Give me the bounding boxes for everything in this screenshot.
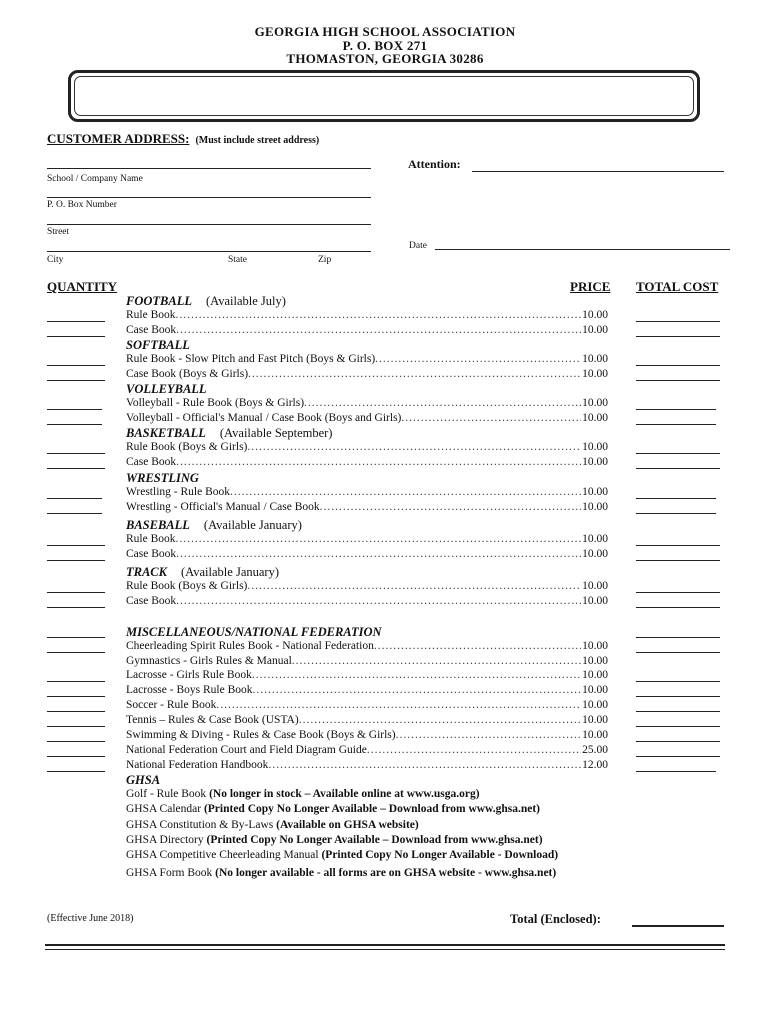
- section-track-avail: (Available January): [181, 565, 279, 579]
- section-football-name: FOOTBALL: [126, 294, 192, 308]
- school-name-label: School / Company Name: [47, 174, 143, 184]
- total-field[interactable]: [632, 925, 724, 927]
- quantity-field[interactable]: [47, 560, 105, 561]
- total-cost-field[interactable]: [636, 637, 720, 638]
- bottom-rule-thin: [45, 949, 725, 950]
- item-row: [126, 548, 608, 560]
- ghsa-item-note: (No longer in stock – Available online at www.usga.org): [209, 788, 480, 800]
- quantity-field[interactable]: [47, 365, 105, 366]
- total-cost-field[interactable]: [636, 468, 720, 469]
- item-label: Lacrosse - Girls Rule Book: [126, 669, 252, 681]
- quantity-field[interactable]: [47, 607, 105, 608]
- quantity-field[interactable]: [47, 592, 105, 593]
- total-cost-field[interactable]: [636, 498, 716, 499]
- quantity-field[interactable]: [47, 637, 105, 638]
- section-track-name: TRACK: [126, 565, 167, 579]
- item-row: [126, 655, 608, 667]
- item-price: 10.00: [582, 309, 608, 321]
- section-volleyball-name: VOLLEYBALL: [126, 382, 207, 396]
- item-price: 10.00: [582, 324, 608, 336]
- quantity-field[interactable]: [47, 380, 105, 381]
- date-field[interactable]: [435, 249, 730, 250]
- item-price: 10.00: [582, 353, 608, 365]
- attention-label: Attention:: [408, 157, 461, 171]
- ghsa-item: [126, 849, 558, 861]
- total-cost-field[interactable]: [636, 380, 720, 381]
- item-row: [126, 714, 608, 726]
- item-price: 10.00: [582, 729, 608, 741]
- city-state-zip-field[interactable]: [47, 251, 371, 252]
- street-label: Street: [47, 227, 70, 237]
- section-basketball: [126, 426, 332, 441]
- item-label: Wrestling - Official's Manual / Case Book: [126, 501, 320, 513]
- quantity-field[interactable]: [47, 726, 105, 727]
- item-row: [126, 595, 608, 607]
- pobox-field[interactable]: [47, 197, 371, 198]
- ghsa-item: [126, 788, 480, 800]
- total-cost-field[interactable]: [636, 545, 720, 546]
- item-row: [126, 324, 608, 336]
- item-label: Volleyball - Official's Manual / Case Book (Boys and Girls): [126, 412, 402, 424]
- item-row: [126, 744, 608, 756]
- address-box[interactable]: [74, 76, 694, 116]
- quantity-field[interactable]: [47, 652, 105, 653]
- total-cost-header: TOTAL COST: [636, 279, 719, 294]
- total-cost-field[interactable]: [636, 741, 720, 742]
- ghsa-item: [126, 819, 419, 831]
- quantity-field[interactable]: [47, 756, 105, 757]
- total-cost-field[interactable]: [636, 336, 720, 337]
- item-price: 10.00: [582, 441, 608, 453]
- item-price: 10.00: [582, 456, 608, 468]
- ghsa-item-label: Golf - Rule Book: [126, 788, 210, 800]
- item-row: [126, 759, 608, 771]
- total-cost-field[interactable]: [636, 681, 720, 682]
- quantity-field[interactable]: [47, 513, 102, 514]
- ghsa-item-label: GHSA Competitive Cheerleading Manual: [126, 849, 322, 861]
- ghsa-item: [126, 867, 556, 879]
- section-basketball-name: BASKETBALL: [126, 426, 206, 440]
- ghsa-item-label: GHSA Calendar: [126, 803, 204, 815]
- item-row: [126, 309, 608, 321]
- item-row: [126, 580, 608, 592]
- quantity-field[interactable]: [47, 424, 102, 425]
- date-label: Date: [409, 241, 427, 251]
- total-cost-field[interactable]: [636, 365, 720, 366]
- item-price: 10.00: [582, 412, 608, 424]
- item-row: [126, 353, 608, 365]
- quantity-field[interactable]: [47, 741, 105, 742]
- item-price: 10.00: [582, 368, 608, 380]
- section-baseball-name: BASEBALL: [126, 518, 190, 532]
- item-row: [126, 699, 608, 711]
- customer-address-heading: [47, 131, 319, 147]
- total-cost-field[interactable]: [636, 409, 716, 410]
- section-softball-name: SOFTBALL: [126, 338, 190, 352]
- item-row: [126, 486, 608, 498]
- item-label: Volleyball - Rule Book (Boys & Girls): [126, 397, 305, 409]
- item-price: 10.00: [582, 501, 608, 513]
- ghsa-item: [126, 803, 540, 815]
- item-price: 10.00: [582, 580, 608, 592]
- item-label: Rule Book (Boys & Girls): [126, 580, 248, 592]
- item-label: Swimming & Diving - Rules & Case Book (Boys & Girls): [126, 729, 396, 741]
- section-volleyball: [126, 382, 207, 397]
- item-row: [126, 412, 608, 424]
- ghsa-item-note: (Printed Copy No Longer Available - Download): [321, 849, 559, 861]
- ghsa-item-label: GHSA Form Book: [126, 867, 216, 879]
- attention-field[interactable]: [472, 171, 724, 172]
- item-row: [126, 669, 608, 681]
- quantity-field[interactable]: [47, 545, 105, 546]
- item-price: 25.00: [582, 744, 608, 756]
- section-misc: [126, 625, 382, 640]
- item-price: 10.00: [582, 655, 608, 667]
- item-row: [126, 729, 608, 741]
- item-row: [126, 368, 608, 380]
- ghsa-item: [126, 834, 543, 846]
- total-cost-field[interactable]: [636, 607, 720, 608]
- section-softball: [126, 338, 190, 353]
- section-basketball-avail: (Available September): [219, 426, 333, 440]
- item-label: Case Book (Boys & Girls): [126, 368, 249, 380]
- item-label: Wrestling - Rule Book: [126, 486, 230, 498]
- total-cost-field[interactable]: [636, 711, 720, 712]
- item-price: 10.00: [582, 548, 608, 560]
- org-city: THOMASTON, GEORGIA 30286: [286, 51, 484, 66]
- section-wrestling: [126, 471, 199, 486]
- item-label: Soccer - Rule Book: [126, 699, 217, 711]
- section-track: [126, 565, 279, 580]
- item-row: [126, 397, 608, 409]
- total-cost-field[interactable]: [636, 592, 720, 593]
- total-cost-field[interactable]: [636, 726, 720, 727]
- bottom-rule: [45, 944, 725, 946]
- item-label: Tennis – Rules & Case Book (USTA): [126, 714, 299, 726]
- item-price: 10.00: [582, 486, 608, 498]
- quantity-field[interactable]: [47, 771, 105, 772]
- item-row: [126, 501, 608, 513]
- total-cost-field[interactable]: [636, 321, 720, 322]
- item-row: [126, 441, 608, 453]
- item-label: Rule Book: [126, 309, 176, 321]
- item-row: [126, 533, 608, 545]
- item-label: Case Book: [126, 324, 177, 336]
- item-price: 10.00: [582, 669, 608, 681]
- item-label: Rule Book - Slow Pitch and Fast Pitch (Boys & Girls): [126, 353, 376, 365]
- ghsa-item-note: (Printed Copy No Longer Available – Download from www.ghsa.net): [203, 803, 541, 815]
- customer-address-note: (Must include street address): [195, 135, 320, 146]
- item-label: Rule Book: [126, 533, 176, 545]
- item-label: National Federation Handbook: [126, 759, 269, 771]
- total-cost-field[interactable]: [636, 424, 716, 425]
- section-ghsa-name: GHSA: [126, 773, 161, 787]
- section-football: [126, 294, 286, 309]
- section-ghsa: [126, 773, 160, 788]
- state-label: State: [228, 255, 247, 265]
- item-label: Case Book: [126, 595, 177, 607]
- total-cost-field[interactable]: [636, 652, 720, 653]
- quantity-field[interactable]: [47, 453, 105, 454]
- quantity-field[interactable]: [47, 468, 105, 469]
- city-label: City: [47, 255, 64, 265]
- item-row: [126, 640, 608, 652]
- street-field[interactable]: [47, 224, 371, 225]
- item-label: National Federation Court and Field Diagram Guide: [126, 744, 367, 756]
- total-cost-field[interactable]: [636, 756, 720, 757]
- org-pobox: P. O. BOX 271: [342, 38, 428, 53]
- total-cost-field[interactable]: [636, 453, 720, 454]
- total-cost-field[interactable]: [636, 560, 720, 561]
- ghsa-item-label: GHSA Directory: [126, 834, 207, 846]
- total-cost-field[interactable]: [636, 696, 720, 697]
- quantity-field[interactable]: [47, 409, 102, 410]
- zip-label: Zip: [318, 255, 332, 265]
- item-price: 10.00: [582, 684, 608, 696]
- item-label: Gymnastics - Girls Rules & Manual: [126, 655, 292, 667]
- item-label: Cheerleading Spirit Rules Book - National Federation: [126, 640, 374, 652]
- item-price: 12.00: [582, 759, 608, 771]
- school-name-field[interactable]: [47, 168, 371, 169]
- item-label: Lacrosse - Boys Rule Book: [126, 684, 253, 696]
- ghsa-item-note: (No longer available - all forms are on GHSA website - www.ghsa.net): [215, 867, 557, 879]
- item-row: [126, 456, 608, 468]
- org-name: GEORGIA HIGH SCHOOL ASSOCIATION: [254, 24, 516, 39]
- item-price: 10.00: [582, 397, 608, 409]
- section-baseball: [126, 518, 302, 533]
- total-cost-field[interactable]: [636, 771, 716, 772]
- total-label: Total (Enclosed):: [510, 912, 601, 926]
- item-row: [126, 684, 608, 696]
- quantity-field[interactable]: [47, 498, 102, 499]
- quantity-field[interactable]: [47, 711, 105, 712]
- quantity-field[interactable]: [47, 321, 105, 322]
- pobox-label: P. O. Box Number: [47, 200, 117, 210]
- section-misc-name: MISCELLANEOUS/NATIONAL FEDERATION: [126, 625, 382, 639]
- customer-address-title: CUSTOMER ADDRESS:: [47, 131, 190, 146]
- quantity-field[interactable]: [47, 681, 105, 682]
- item-label: Rule Book (Boys & Girls): [126, 441, 248, 453]
- section-football-avail: (Available July): [205, 294, 286, 308]
- ghsa-item-note: (Printed Copy No Longer Available – Download from www.ghsa.net): [206, 834, 543, 846]
- effective-date: (Effective June 2018): [47, 913, 134, 924]
- item-label: Case Book: [126, 456, 177, 468]
- item-price: 10.00: [582, 699, 608, 711]
- item-price: 10.00: [582, 595, 608, 607]
- quantity-field[interactable]: [47, 336, 105, 337]
- ghsa-item-note: (Available on GHSA website): [276, 819, 419, 831]
- section-wrestling-name: WRESTLING: [126, 471, 199, 485]
- ghsa-item-label: GHSA Constitution & By-Laws: [126, 819, 277, 831]
- item-label: Case Book: [126, 548, 177, 560]
- item-price: 10.00: [582, 533, 608, 545]
- item-price: 10.00: [582, 640, 608, 652]
- price-header: PRICE: [570, 279, 611, 294]
- item-price: 10.00: [582, 714, 608, 726]
- quantity-header: QUANTITY: [47, 279, 118, 294]
- total-cost-field[interactable]: [636, 513, 716, 514]
- quantity-field[interactable]: [47, 696, 105, 697]
- section-baseball-avail: (Available January): [203, 518, 302, 532]
